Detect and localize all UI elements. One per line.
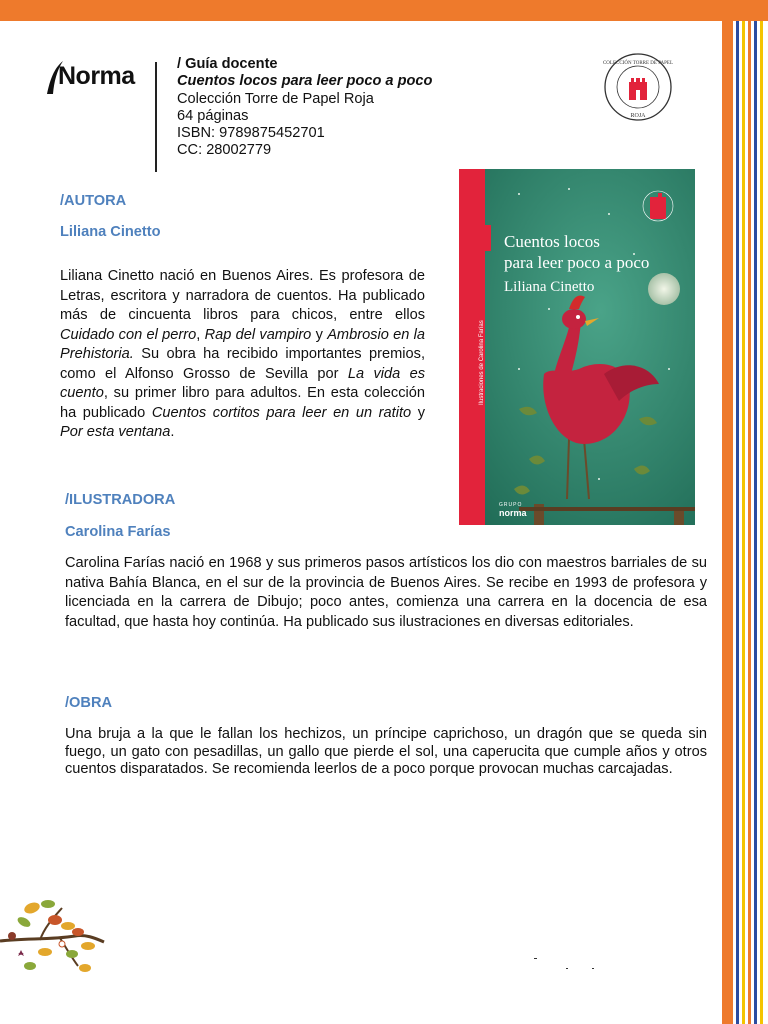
cover-title: Cuentos locos para leer poco a poco [504, 232, 650, 272]
obra-text: Una bruja a la que le fallan los hechizos, un príncipe caprichoso, un dragón que se queda sin fuego, un gato con pesadillas, un gallo que pierde el sol, una caperucita que cumple años y otros cuentos disparatados. Se recomienda leerlos de a poco porque provocan muchas carcajadas. [65, 726, 707, 777]
header-info [177, 56, 432, 160]
autora-heading: /AUTORA [60, 193, 127, 209]
cc-code: CC: 28002779 [177, 142, 272, 159]
collection-name: Colección Torre de Papel Roja [177, 90, 374, 107]
footer-mark [534, 958, 537, 959]
autora-name: Liliana Cinetto [60, 224, 161, 240]
cover-publisher: norma [499, 508, 527, 518]
isbn: ISBN: 9789875452701 [177, 125, 325, 142]
autora-bio: Liliana Cinetto nació en Buenos Aires. Es profesora de Letras, escritora y narradora de cuentos. Ha publicado más de cincuenta libros para chicos, entre ellos Cuidado con el perro, Rap del vampiro y Ambrosio en la Prehistoria. Su obra ha recibido importantes premios, como el Alfonso Grosso de Sevilla por La vida es cuento, su primer libro para adultos. En esta colección ha publicado Cuentos cortitos para leer en un ratito y Por esta ventana. [60, 268, 426, 440]
footer-mark [566, 968, 568, 969]
ilustradora-name: Carolina Farías [65, 524, 171, 540]
book-title: Cuentos locos para leer poco a poco [177, 73, 433, 90]
obra-heading: /OBRA [65, 695, 113, 711]
cover-author: Liliana Cinetto [504, 279, 595, 295]
footer-mark [592, 968, 594, 969]
top-orange-bar [0, 0, 768, 21]
norma-logo [44, 58, 144, 98]
logo-wordmark: Norma [58, 62, 135, 90]
book-cover [459, 169, 695, 525]
ilustradora-heading: /ILUSTRADORA [65, 492, 176, 508]
ilustradora-bio: Carolina Farías nació en 1968 y sus primeros pasos artísticos los dio con maestros barriales de su nativa Bahía Blanca, en el sur de la provincia de Buenos Aires. Se recibe en 1993 de profesora y licenciada en la carrera de Dibujo; poco antes, comienza una carrera en la docencia de esa facultad, que hasta hoy continúa. Ha publicado sus ilustraciones en diversas editoriales. [65, 555, 707, 630]
guide-label: / Guía docente [177, 56, 278, 72]
cover-publisher-group: GRUPO [499, 502, 523, 508]
header-divider [155, 62, 157, 172]
collection-seal-icon [603, 52, 673, 122]
side-color-stripes [722, 21, 768, 1024]
page-count: 64 páginas [177, 107, 249, 124]
cover-spine-text: Ilustraciones de Carolina Farías [479, 320, 485, 405]
seal-ring-text: COLECCIÓN TORRE DE PAPEL [603, 61, 673, 66]
autumn-branch-icon [0, 896, 110, 986]
cover-illustration-icon [459, 169, 695, 525]
seal-bottom-text: ROJA [630, 113, 646, 119]
